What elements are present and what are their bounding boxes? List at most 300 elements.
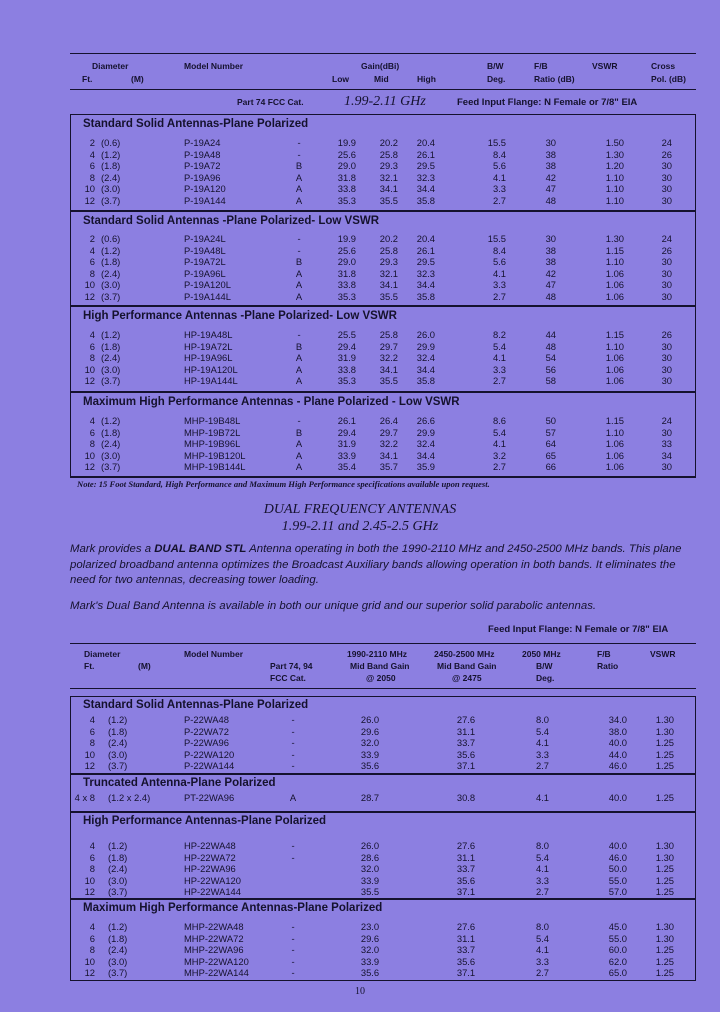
table-cell: 23.0 — [360, 921, 380, 932]
table-cell: 3.3 — [535, 874, 550, 886]
table-cell: 65.0 — [608, 967, 627, 979]
table-cell: (1.2) — [101, 148, 121, 160]
table-cell: (3.7) — [108, 967, 128, 979]
table-cell: 24 — [661, 415, 672, 426]
table-cell: 4.1 — [492, 267, 506, 279]
table-cell: 6 — [89, 340, 95, 352]
table-row — [0, 183, 720, 195]
table-cell: 30 — [661, 195, 672, 206]
table-cell: 26.1 — [337, 415, 356, 426]
table-cell: 12 — [84, 967, 95, 979]
table-cell: 30 — [545, 233, 556, 244]
table-row — [0, 160, 720, 172]
table-cell: 25.8 — [379, 244, 398, 256]
table-cell: 30 — [661, 375, 672, 387]
table-cell: (2.4) — [108, 863, 128, 875]
table-cell: 3.2 — [492, 449, 506, 461]
table-cell: (3.7) — [101, 461, 121, 473]
table-cell: HP-19A120L — [184, 363, 238, 375]
table-cell: MHP-19B48L — [184, 415, 241, 426]
table-cell: HP-19A72L — [184, 340, 233, 352]
table-cell: 58 — [545, 375, 556, 387]
table-cell: 2.7 — [535, 967, 550, 979]
table-cell: P-19A24 — [184, 137, 221, 148]
table-cell: (1.8) — [108, 725, 128, 737]
table-row — [0, 427, 720, 439]
t2-hdr-fbb: Ratio — [597, 661, 619, 671]
table-cell: 4 — [89, 840, 95, 851]
table-cell: (3.7) — [101, 291, 121, 302]
table-cell: 8 — [89, 352, 95, 364]
table-cell: 29.4 — [337, 426, 356, 438]
table-cell: P-19A72L — [184, 256, 226, 268]
table-cell: 2.7 — [492, 291, 506, 302]
table-cell: 30.8 — [456, 792, 476, 803]
table-cell: 35.9 — [416, 461, 435, 473]
table-cell: - — [291, 840, 295, 851]
table-cell: 1.25 — [655, 760, 674, 772]
table-cell: 32.3 — [416, 267, 435, 279]
table-row — [0, 172, 720, 184]
section-title: Standard Solid Antennas -Plane Polarized- Low VSWR — [83, 215, 380, 227]
table-cell: - — [291, 714, 295, 725]
table-cell: 2.7 — [535, 886, 550, 898]
table-cell: 24 — [661, 137, 672, 148]
hdr-cross: Cross — [651, 61, 676, 71]
band-label-row — [0, 94, 720, 114]
section-title: Truncated Antenna-Plane Polarized — [83, 777, 276, 789]
table-cell: 1.15 — [605, 244, 624, 256]
table-cell: (2.4) — [108, 737, 128, 749]
table-row — [0, 852, 720, 864]
table-cell: MHP-19B96L — [184, 438, 241, 450]
table-cell: 28.7 — [360, 792, 380, 803]
table-row — [0, 956, 720, 968]
table-cell: (0.6) — [101, 233, 121, 244]
table-cell: 20.2 — [379, 137, 398, 148]
table-cell: (2.4) — [108, 944, 128, 956]
table-cell: 32.0 — [360, 863, 380, 875]
table-cell: 35.6 — [360, 967, 380, 979]
table-cell: 35.6 — [456, 874, 476, 886]
table-cell: 31.1 — [456, 725, 476, 737]
table-cell: 34.1 — [379, 183, 398, 195]
table2-top-rule — [70, 643, 696, 644]
table-cell: 5.4 — [492, 426, 506, 438]
table-cell: 12 — [84, 886, 95, 898]
table-cell: (1.8) — [108, 932, 128, 944]
table-cell: 42 — [545, 267, 556, 279]
table-cell: 29.0 — [337, 160, 356, 172]
table-cell: 32.1 — [379, 267, 398, 279]
table-cell: 1.20 — [605, 160, 624, 172]
table-row — [0, 875, 720, 887]
table-cell: 33.9 — [337, 449, 356, 461]
t2-hdr-g2b: Mid Band Gain — [437, 661, 497, 671]
table-cell: (2.4) — [101, 352, 121, 364]
table-cell: 1.30 — [655, 932, 674, 944]
table-cell: B — [295, 256, 303, 268]
table-cell: 4.1 — [535, 863, 550, 875]
table-cell: P-22WA120 — [184, 748, 235, 760]
table-cell: 1.25 — [655, 792, 674, 803]
table-row — [0, 364, 720, 376]
table-cell: 35.5 — [379, 195, 398, 206]
table-cell: 10 — [84, 955, 95, 967]
table-cell: 2.7 — [492, 195, 506, 206]
table-cell: 40.0 — [608, 737, 627, 749]
table-cell: (3.0) — [101, 279, 121, 291]
table-cell: 8.0 — [535, 921, 550, 932]
table-cell: 55.0 — [608, 932, 627, 944]
table-cell: 34.1 — [379, 363, 398, 375]
hdr-ratio: Ratio (dB) — [534, 74, 575, 84]
table-row — [0, 149, 720, 161]
table-cell: 8 — [89, 944, 95, 956]
table-cell: 64 — [545, 438, 556, 450]
table-cell: 40.0 — [608, 792, 627, 803]
table-cell: 42 — [545, 171, 556, 183]
table-cell: B — [295, 160, 303, 172]
dual-paragraph-2: Mark's Dual Band Antenna is available in both our unique grid and our superior solid parabolic antennas. — [70, 600, 597, 612]
table-cell: (3.0) — [101, 363, 121, 375]
hdr-fb: F/B — [534, 61, 548, 71]
table-cell: 30 — [661, 183, 672, 195]
table-cell: 33.7 — [456, 944, 476, 956]
table-cell: 8 — [89, 438, 95, 450]
table-cell: 32.3 — [416, 171, 435, 183]
table-cell: 29.6 — [360, 932, 380, 944]
table-cell: P-22WA144 — [184, 760, 235, 772]
table-cell: 1.25 — [655, 748, 674, 760]
table-cell: 31.8 — [337, 171, 356, 183]
table-cell: - — [297, 244, 301, 256]
table-cell: 1.15 — [605, 329, 624, 340]
table-cell: - — [291, 725, 295, 737]
table-cell: 1.30 — [655, 840, 674, 851]
t2-hdr-g1c: @ 2050 — [366, 673, 396, 683]
table-cell: 57.0 — [608, 886, 627, 898]
table-row — [0, 886, 720, 898]
table-cell: 35.8 — [416, 291, 435, 302]
table-cell: 1.10 — [605, 195, 624, 206]
table-cell: 8.0 — [535, 714, 550, 725]
table-cell: A — [295, 183, 303, 195]
table-cell: 2.7 — [492, 375, 506, 387]
table-cell: 12 — [84, 461, 95, 473]
table-cell: (3.7) — [101, 195, 121, 206]
table-cell: 15.5 — [487, 137, 506, 148]
table-cell: 1.50 — [605, 137, 624, 148]
table-cell: 29.5 — [416, 256, 435, 268]
table-cell: A — [295, 352, 303, 364]
table-row — [0, 792, 720, 804]
table-cell: 32.2 — [379, 352, 398, 364]
table-cell: 38 — [545, 256, 556, 268]
section-title: Standard Solid Antennas-Plane Polarized — [83, 118, 309, 130]
table-cell: 4 — [89, 329, 95, 340]
t2-hdr-fba: F/B — [597, 649, 611, 659]
table-cell: 2.7 — [492, 461, 506, 473]
table-cell: 20.4 — [416, 137, 435, 148]
table-cell: 3.3 — [492, 363, 506, 375]
table-cell: 4.1 — [535, 792, 550, 803]
table-cell: 48 — [545, 291, 556, 302]
table-cell: HP-19A48L — [184, 329, 233, 340]
table-cell: 26 — [661, 329, 672, 340]
table-cell: (1.2) — [108, 840, 128, 851]
table-cell: 30 — [661, 160, 672, 172]
table-cell: 40.0 — [608, 840, 627, 851]
table-row — [0, 341, 720, 353]
table-cell: A — [295, 449, 303, 461]
table-cell: 26.0 — [360, 714, 380, 725]
table-cell: 35.4 — [337, 461, 356, 473]
table-cell: 1.25 — [655, 967, 674, 979]
table-cell: PT-22WA96 — [184, 792, 235, 803]
table-cell: - — [291, 748, 295, 760]
table-cell: 5.6 — [492, 160, 506, 172]
table-cell: 1.10 — [605, 426, 624, 438]
table-cell: 3.3 — [535, 748, 550, 760]
table-cell: 27.6 — [456, 921, 476, 932]
table-cell: HP-22WA96 — [184, 863, 236, 875]
hdr-low: Low — [332, 74, 349, 84]
table-row — [0, 375, 720, 387]
table-cell: MHP-19B120L — [184, 449, 246, 461]
table-cell: 4 — [89, 415, 95, 426]
table-cell: (3.7) — [108, 760, 128, 772]
table-cell: 26.4 — [379, 415, 398, 426]
table-row — [0, 450, 720, 462]
table-row — [0, 726, 720, 738]
table-cell: P-19A48L — [184, 244, 226, 256]
table-cell: 33 — [661, 438, 672, 450]
table-cell: 26.0 — [360, 840, 380, 851]
table2-header — [0, 647, 720, 687]
table-cell: 50 — [545, 415, 556, 426]
t2-hdr-g1b: Mid Band Gain — [350, 661, 410, 671]
table-cell: 32.4 — [416, 438, 435, 450]
table-cell: (0.6) — [101, 137, 121, 148]
table-cell: 33.9 — [360, 748, 380, 760]
table-cell: 35.7 — [379, 461, 398, 473]
table-cell: 1.30 — [655, 921, 674, 932]
table-cell: 1.06 — [605, 438, 624, 450]
table-cell: A — [295, 267, 303, 279]
table-cell: A — [289, 792, 297, 803]
table-cell: 4.1 — [492, 352, 506, 364]
table-cell: HP-22WA48 — [184, 840, 236, 851]
t2-hdr-m: (M) — [138, 661, 151, 671]
table-cell: 44 — [545, 329, 556, 340]
table-cell: 2 — [89, 137, 95, 148]
table-cell: 12 — [84, 195, 95, 206]
table-cell: P-19A72 — [184, 160, 221, 172]
table-cell: 12 — [84, 375, 95, 387]
table-cell: A — [295, 461, 303, 473]
table-cell: 1.06 — [605, 352, 624, 364]
table-row — [0, 461, 720, 473]
table-cell: 57 — [545, 426, 556, 438]
table-cell: MHP-19B72L — [184, 426, 241, 438]
table-cell: A — [295, 363, 303, 375]
hdr-vswr: VSWR — [592, 61, 618, 71]
table-cell: 29.4 — [337, 340, 356, 352]
table-cell: MHP-22WA144 — [184, 967, 249, 979]
table-row — [0, 749, 720, 761]
table2-header-rule — [70, 688, 696, 689]
table-row — [0, 233, 720, 245]
t2-hdr-g2a: 2450-2500 MHz — [434, 649, 495, 659]
table-cell: 60.0 — [608, 944, 627, 956]
hdr-m: (M) — [131, 74, 144, 84]
table-cell: 4 — [89, 244, 95, 256]
table-cell: 30 — [661, 426, 672, 438]
table-cell: 4 x 8 — [74, 792, 95, 803]
table-cell: 20.4 — [416, 233, 435, 244]
t2-hdr-model: Model Number — [184, 649, 244, 659]
table-cell: 31.1 — [456, 932, 476, 944]
t2-hdr-vswr: VSWR — [650, 649, 676, 659]
table-cell: 1.30 — [655, 851, 674, 863]
table-cell: 4 — [89, 714, 95, 725]
table-cell: 47 — [545, 279, 556, 291]
table-cell: 1.06 — [605, 279, 624, 291]
t2-hdr-fcc: FCC Cat. — [270, 673, 306, 683]
table-cell: 10 — [84, 874, 95, 886]
table-cell: 34.4 — [416, 449, 435, 461]
table-cell: 6 — [89, 932, 95, 944]
t2-hdr-diameter: Diameter — [84, 649, 121, 659]
table-row — [0, 933, 720, 945]
table-cell: - — [291, 932, 295, 944]
table-cell: 10 — [84, 748, 95, 760]
dual-para1-post: Antenna operating in both the 1990-2110 MHz and 2450-2500 MHz bands. This plane polarized broadband antenna optimizes the Broadcast Auxiliary bands allowing operation in both bands. It eliminates the need for two antennas, decreasing tower loading. — [70, 543, 682, 587]
table1-bottom-rule — [70, 477, 696, 478]
table-cell: HP-22WA72 — [184, 851, 236, 863]
table-cell: 35.5 — [360, 886, 380, 898]
table-row — [0, 415, 720, 427]
table-cell: 1.06 — [605, 461, 624, 473]
table-cell: 29.7 — [379, 340, 398, 352]
table-cell: (3.7) — [101, 375, 121, 387]
table-cell: MHP-22WA120 — [184, 955, 249, 967]
table-cell: P-22WA96 — [184, 737, 229, 749]
table-cell: (1.8) — [101, 340, 121, 352]
table-cell: A — [295, 195, 303, 206]
table-cell: 8.0 — [535, 840, 550, 851]
table-cell: 37.1 — [456, 760, 476, 772]
table-cell: 47 — [545, 183, 556, 195]
dual-para1-bold: DUAL BAND STL — [154, 543, 247, 555]
table-cell: 5.6 — [492, 256, 506, 268]
table-cell: 26.1 — [416, 148, 435, 160]
table-cell: 25.8 — [379, 148, 398, 160]
table-cell: 4.1 — [492, 438, 506, 450]
table-cell: 4.1 — [535, 944, 550, 956]
table-cell: 30 — [661, 171, 672, 183]
table-cell: 6 — [89, 256, 95, 268]
table-cell: 29.9 — [416, 426, 435, 438]
hdr-high: High — [417, 74, 436, 84]
table-cell: 35.3 — [337, 375, 356, 387]
table-cell: (1.2) — [108, 714, 128, 725]
table-cell: 38 — [545, 244, 556, 256]
table-cell: (3.0) — [101, 183, 121, 195]
table-cell: 26.6 — [416, 415, 435, 426]
table-cell: - — [291, 967, 295, 979]
table-cell: 31.8 — [337, 267, 356, 279]
table-cell: B — [295, 426, 303, 438]
table-cell: (1.8) — [101, 426, 121, 438]
table-cell: P-19A120L — [184, 279, 231, 291]
table-row — [0, 268, 720, 280]
table-cell: 1.10 — [605, 256, 624, 268]
dual-para1-pre: Mark provides a — [70, 543, 155, 555]
table-cell: 24 — [661, 233, 672, 244]
table-cell: 1.30 — [655, 725, 674, 737]
table-cell: (1.8) — [101, 256, 121, 268]
table-cell: 5.4 — [535, 851, 550, 863]
feed-flange-2: Feed Input Flange: N Female or 7/8" EIA — [488, 624, 669, 635]
table-cell: 33.7 — [456, 737, 476, 749]
table-row — [0, 245, 720, 257]
table-cell: 33.9 — [360, 955, 380, 967]
table-cell: 29.6 — [360, 725, 380, 737]
table-cell: 34.4 — [416, 279, 435, 291]
band-frequency: 1.99-2.11 GHz — [344, 94, 426, 109]
table-cell: P-22WA48 — [184, 714, 229, 725]
table-cell: 66 — [545, 461, 556, 473]
table-cell: - — [291, 760, 295, 772]
table-cell: 34.4 — [416, 363, 435, 375]
table-cell: P-19A48 — [184, 148, 221, 160]
section-title: High Performance Antennas -Plane Polarized- Low VSWR — [83, 310, 397, 322]
table-cell: 48 — [545, 340, 556, 352]
table-cell: 50.0 — [608, 863, 627, 875]
table-row — [0, 195, 720, 207]
table-cell: 33.8 — [337, 279, 356, 291]
band-category: Part 74 FCC Cat. — [237, 97, 304, 107]
feed-flange-1: Feed Input Flange: N Female or 7/8" EIA — [457, 97, 638, 108]
hdr-mid: Mid — [374, 74, 389, 84]
table-cell: 35.5 — [379, 375, 398, 387]
table-cell: 1.06 — [605, 291, 624, 302]
table-cell: 10 — [84, 279, 95, 291]
dual-subtitle: 1.99-2.11 and 2.45-2.5 GHz — [281, 519, 439, 534]
table-cell: 46.0 — [608, 851, 627, 863]
table-cell: 8 — [89, 171, 95, 183]
table-cell: P-19A144L — [184, 291, 231, 302]
table-cell: 8.2 — [492, 329, 506, 340]
table-cell: 38 — [545, 160, 556, 172]
table-cell: P-19A144 — [184, 195, 226, 206]
table-cell: 1.10 — [605, 171, 624, 183]
table-cell: 32.1 — [379, 171, 398, 183]
table-cell: MHP-22WA48 — [184, 921, 244, 932]
table-cell: 29.3 — [379, 256, 398, 268]
section-title: Standard Solid Antennas-Plane Polarized — [83, 699, 309, 711]
table-cell: - — [297, 329, 301, 340]
table-cell: 19.9 — [337, 137, 356, 148]
table-cell: - — [291, 944, 295, 956]
table-cell: 35.5 — [379, 291, 398, 302]
table-cell: 1.30 — [655, 714, 674, 725]
hdr-bw: B/W — [487, 61, 504, 71]
table-cell: 19.9 — [337, 233, 356, 244]
table-cell: 25.6 — [337, 148, 356, 160]
